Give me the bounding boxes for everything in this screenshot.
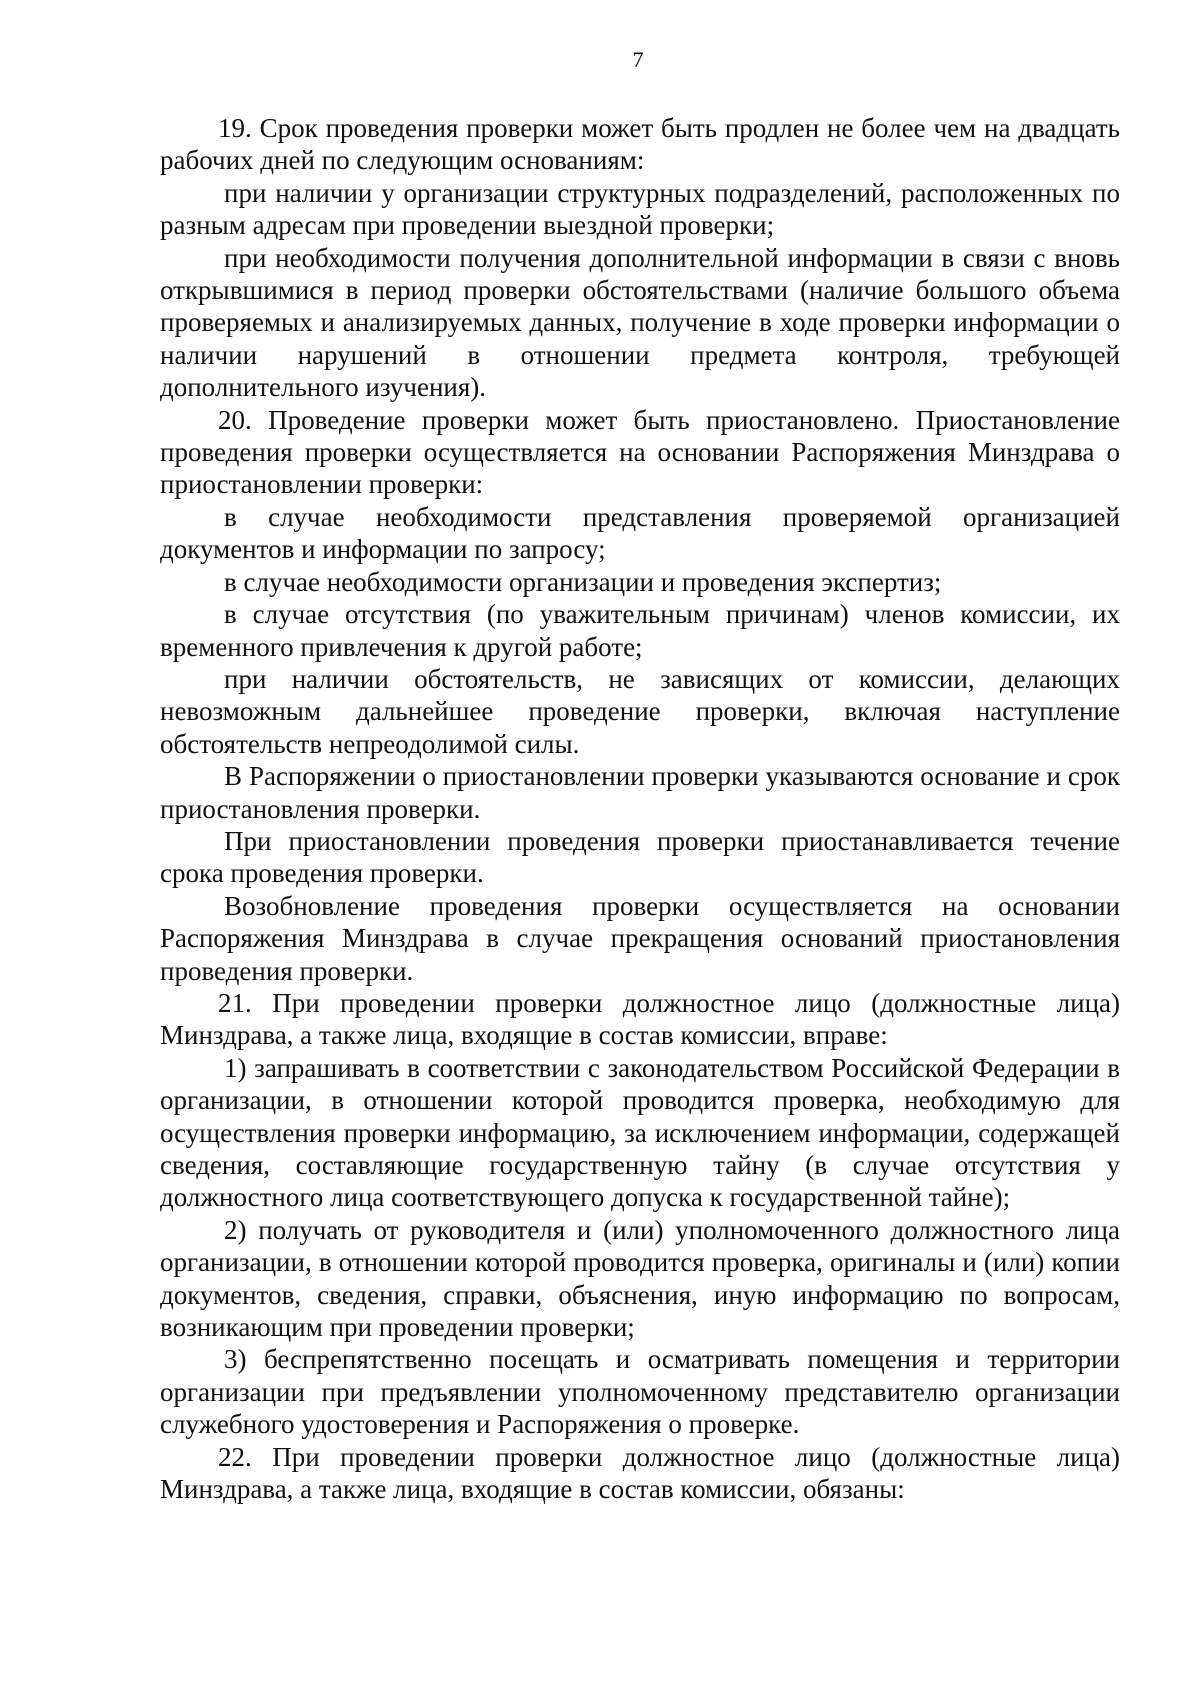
paragraph-20: 20. Проведение проверки может быть приостановлено. Приостановление проведения проверки осуществляется на основании Распоряжения Минздрава о приостановлении проверки: <box>160 404 1120 500</box>
paragraph-20-suspension-effect: При приостановлении проведения проверки приостанавливается течение срока проведения проверки. <box>160 825 1120 889</box>
paragraph-20-case-4: при наличии обстоятельств, не зависящих от комиссии, делающих невозможным дальнейшее проведение проверки, включая наступление обстоятельств непреодолимой силы. <box>160 663 1120 759</box>
paragraph-21-right-1: 1) запрашивать в соответствии с законодательством Российской Федерации в организации, в отношении которой проводится проверка, необходимую для осуществления проверки информацию, за исключением информации, содержащей сведения, составляющие государственную тайну (в случае отсутствия у должностного лица соответствующего допуска к государственной тайне); <box>160 1052 1120 1213</box>
document-body <box>160 112 1120 1505</box>
paragraph-20-case-2: в случае необходимости организации и проведения экспертиз; <box>224 566 942 597</box>
paragraph-19-ground-2: при необходимости получения дополнительной информации в связи с вновь открывшимися в период проверки обстоятельствами (наличие большого объема проверяемых и анализируемых данных, получение в ходе проверки информации о наличии нарушений в отношении предмета контроля, требующей дополнительного изучения). <box>160 242 1120 403</box>
paragraph-19-ground-1: при наличии у организации структурных подразделений, расположенных по разным адресам при проведении выездной проверки; <box>160 177 1120 241</box>
paragraph-19: 19. Срок проведения проверки может быть продлен не более чем на двадцать рабочих дней по следующим основаниям: <box>160 113 1120 176</box>
paragraph-20-order-content: В Распоряжении о приостановлении проверки указываются основание и срок приостановления проверки. <box>160 761 1120 824</box>
paragraph-21: 21. При проведении проверки должностное лицо (должностные лица) Минздрава, а также лица, входящие в состав комиссии, вправе: <box>160 987 1120 1051</box>
page-number: 7 <box>632 47 644 72</box>
paragraph-20-case-3: в случае отсутствия (по уважительным причинам) членов комиссии, их временного привлечения к другой работе; <box>160 599 1120 662</box>
paragraph-20-case-1: в случае необходимости представления проверяемой организацией документов и информации по запросу; <box>160 501 1120 565</box>
paragraph-21-right-2: 2) получать от руководителя и (или) уполномоченного должностного лица организации, в отношении которой проводится проверка, оригиналы и (или) копии документов, сведения, справки, объяснения, иную информацию по вопросам, возникающим при проведении проверки; <box>160 1214 1120 1343</box>
paragraph-22: 22. При проведении проверки должностное лицо (должностные лица) Минздрава, а также лица, входящие в состав комиссии, обязаны: <box>160 1441 1120 1505</box>
paragraph-20-resumption: Возобновление проведения проверки осуществляется на основании Распоряжения Минздрава в случае прекращения оснований приостановления проведения проверки. <box>160 890 1120 986</box>
paragraph-21-right-3: 3) беспрепятственно посещать и осматривать помещения и территории организации при предъявлении уполномоченному представителю организации служебного удостоверения и Распоряжения о проверке. <box>160 1344 1120 1440</box>
